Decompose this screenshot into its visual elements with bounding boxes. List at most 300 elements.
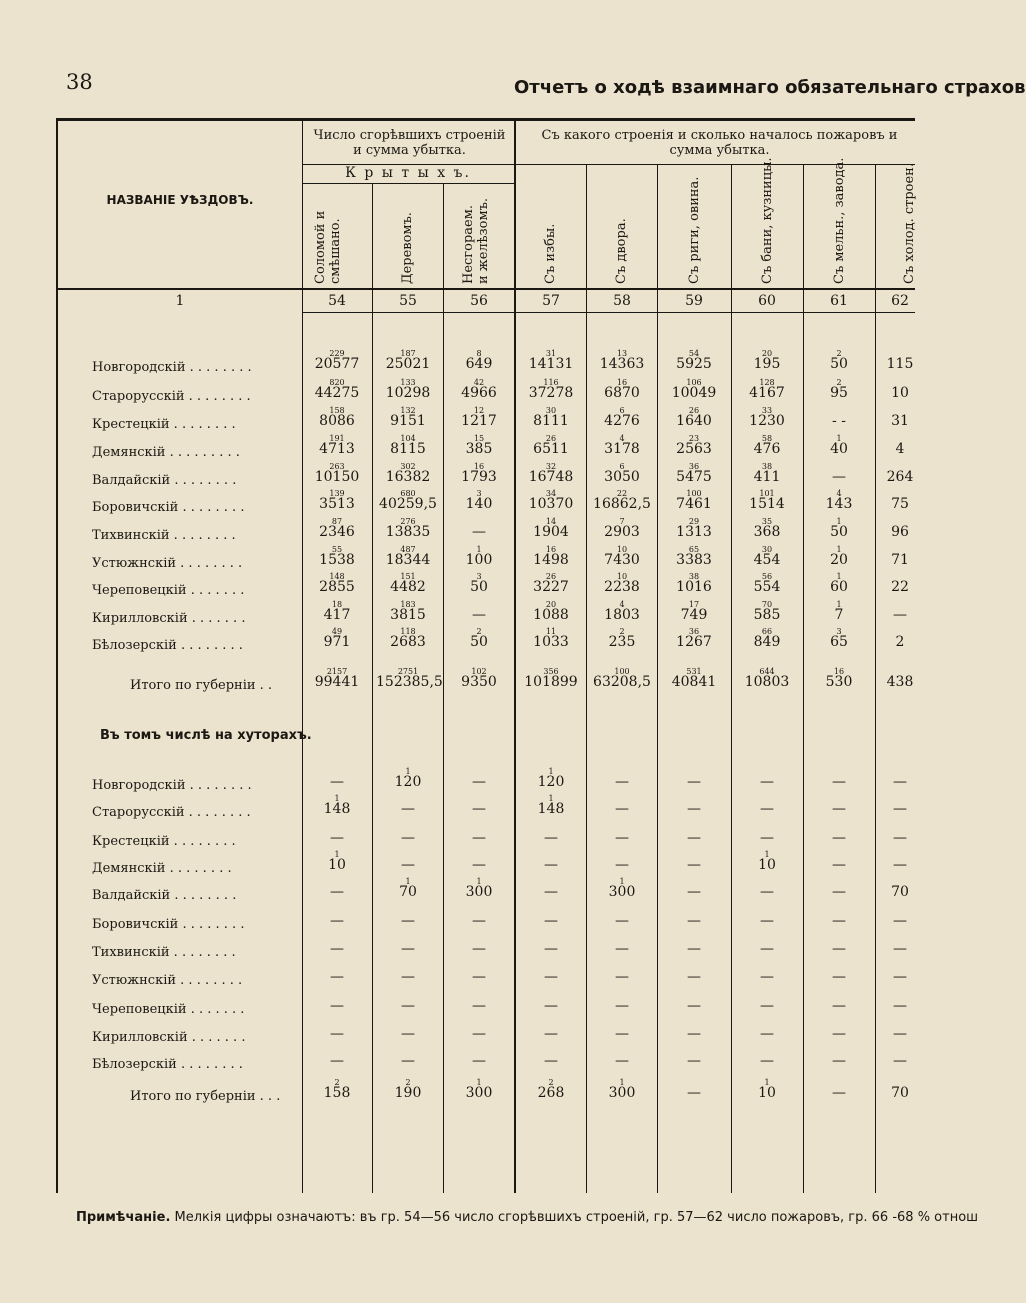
cell-value: 2563 (676, 441, 712, 457)
cell-count: 2 (619, 627, 625, 636)
cell-value: 10150 (314, 469, 360, 485)
cell-value: 75 (891, 496, 909, 512)
col-header: Деревомъ. (400, 212, 415, 284)
cell-value: — (760, 1026, 774, 1042)
table-cell (519, 348, 583, 372)
table-cell (868, 405, 932, 429)
col-divider (302, 121, 303, 1193)
table-cell (447, 377, 511, 401)
cell-value: 1904 (533, 524, 569, 540)
cell-value: 8086 (319, 413, 355, 429)
cell-count: 3 (836, 627, 842, 636)
farmstead-row-label: Валдайскій . . . . . . . . (92, 888, 237, 903)
cell-count: 36 (688, 462, 700, 471)
cell-count: 104 (400, 434, 416, 443)
table-cell (447, 876, 511, 900)
cell-value: 3815 (390, 607, 426, 623)
table-cell (447, 849, 511, 873)
cell-value: — (330, 998, 344, 1014)
subgroup-header-roofed: К р ы т ы х ъ. (345, 165, 471, 181)
cell-value: 3227 (533, 579, 569, 595)
cell-count: 820 (329, 378, 345, 387)
table-cell (807, 793, 871, 817)
cell-count: 187 (400, 349, 416, 358)
table-cell (376, 461, 440, 485)
farmstead-row-label: Устюжнскій . . . . . . . . (92, 973, 243, 988)
cell-value: — (472, 857, 486, 873)
table-cell (519, 488, 583, 512)
cell-value: — (687, 969, 701, 985)
table-cell (590, 961, 654, 985)
table-cell (376, 516, 440, 540)
cell-count: 4 (619, 434, 625, 443)
col-header: Съ двора. (614, 218, 629, 284)
table-cell (807, 766, 871, 790)
cell-count: 18 (331, 600, 343, 609)
table-cell (807, 1045, 871, 1069)
cell-value: — (615, 1053, 629, 1069)
cell-value: — (832, 857, 846, 873)
cell-value: 438 (886, 674, 914, 690)
cell-value: — (401, 1026, 415, 1042)
table-cell (735, 1018, 799, 1042)
col-header: Несгораем. и желѣзомъ. (461, 198, 491, 284)
table-cell (807, 933, 871, 957)
cell-value: — (760, 830, 774, 846)
table-cell (447, 933, 511, 957)
cell-count: 33 (761, 406, 773, 415)
table-cell (447, 961, 511, 985)
table-cell (447, 822, 511, 846)
table-cell (868, 1077, 932, 1101)
col-divider (657, 165, 658, 1193)
table-cell (807, 599, 871, 623)
col-header: Съ мельн., завода. (832, 157, 847, 284)
cell-value: 10 (758, 1085, 776, 1101)
table-cell (590, 461, 654, 485)
district-row-label: Устюжнскій . . . . . . . . (92, 556, 243, 571)
cell-value: 40841 (671, 674, 717, 690)
cell-count: 38 (688, 572, 700, 581)
footnote-text: Мелкія цифры означаютъ: въ гр. 54—56 число сгорѣвшихъ строеній, гр. 57—62 число пожаровъ, гр. 66 -68 % отнош (174, 1210, 979, 1225)
farmstead-row-label: Крестецкій . . . . . . . . (92, 834, 236, 849)
cell-value: 10049 (671, 385, 717, 401)
table-cell (447, 433, 511, 457)
cell-value: 2683 (390, 634, 426, 650)
cell-value: 554 (753, 579, 781, 595)
table-cell (590, 990, 654, 1014)
table-cell (590, 488, 654, 512)
cell-value: 100 (465, 552, 493, 568)
table-cell (807, 849, 871, 873)
cell-count: 70 (761, 600, 773, 609)
table-cell (305, 1018, 369, 1042)
cell-count: 58 (761, 434, 773, 443)
cell-value: 40259,5 (379, 496, 437, 512)
col-divider (372, 184, 373, 1193)
cell-count: 2 (836, 378, 842, 387)
cell-value: 268 (537, 1085, 565, 1101)
section-title-farmsteads: Въ томъ числѣ на хуторахъ. (100, 728, 312, 743)
cell-value: — (832, 884, 846, 900)
cell-value: 60 (830, 579, 848, 595)
cell-value: — (760, 913, 774, 929)
cell-count: 6 (619, 462, 625, 471)
footnote-label: Примѣчаніе. (76, 1210, 171, 1225)
cell-count: 100 (614, 667, 630, 676)
cell-value: — (832, 774, 846, 790)
table-cell (519, 405, 583, 429)
farmstead-total-row-label: Итого по губерніи . . . (130, 1089, 281, 1104)
table-cell (519, 516, 583, 540)
cell-count: 13 (616, 349, 628, 358)
table-cell (868, 1018, 932, 1042)
table-cell (807, 571, 871, 595)
cell-count: 302 (400, 462, 416, 471)
table-cell (662, 990, 726, 1014)
cell-value: — (330, 884, 344, 900)
cell-value: 368 (753, 524, 781, 540)
table-cell (868, 571, 932, 595)
table-cell (868, 516, 932, 540)
table-cell (662, 905, 726, 929)
cell-value: — (615, 941, 629, 957)
cell-count: 31 (545, 349, 557, 358)
cell-count: 101 (759, 489, 775, 498)
table-cell (447, 1018, 511, 1042)
cell-count: 1 (619, 1078, 625, 1087)
table-cell (662, 626, 726, 650)
cell-value: 3050 (604, 469, 640, 485)
cell-value: 585 (753, 607, 781, 623)
cell-value: 300 (465, 1085, 493, 1101)
cell-value: 10803 (744, 674, 790, 690)
table-cell (735, 905, 799, 929)
table-cell (519, 1018, 583, 1042)
table-cell (376, 933, 440, 957)
table-cell (519, 990, 583, 1014)
table-cell (519, 766, 583, 790)
cell-value: 14363 (599, 356, 645, 372)
cell-value: 148 (323, 801, 351, 817)
cell-value: 300 (465, 884, 493, 900)
district-row-label: Череповецкій . . . . . . . (92, 583, 245, 598)
cell-value: 120 (394, 774, 422, 790)
table-cell (519, 793, 583, 817)
col-header: Съ избы. (543, 223, 558, 284)
total-row-label: Итого по губерніи . . (130, 678, 273, 693)
cell-value: — (615, 857, 629, 873)
table-cell (735, 1045, 799, 1069)
cell-value: — (472, 774, 486, 790)
cell-count: 132 (400, 406, 416, 415)
cell-count: 1 (836, 545, 842, 554)
cell-count: 1 (476, 1078, 482, 1087)
col-divider (443, 184, 444, 1193)
table-cell (305, 626, 369, 650)
table-cell (735, 488, 799, 512)
cell-value: — (687, 801, 701, 817)
cell-count: 56 (761, 572, 773, 581)
cell-count: 10 (616, 545, 628, 554)
cell-value: — (615, 969, 629, 985)
table-cell (519, 905, 583, 929)
table-cell (807, 377, 871, 401)
table-cell (590, 1045, 654, 1069)
table-cell (376, 849, 440, 873)
cell-value: — (893, 1053, 907, 1069)
cell-count: 55 (331, 545, 343, 554)
header-bottom-rule (58, 288, 915, 290)
table-cell (662, 666, 726, 690)
table-left-rule (56, 118, 58, 1193)
cell-value: 10 (758, 857, 776, 873)
table-cell (807, 990, 871, 1014)
table-cell (305, 461, 369, 485)
table-cell (519, 822, 583, 846)
table-cell (519, 876, 583, 900)
col-divider (586, 165, 587, 1193)
table-cell (305, 377, 369, 401)
table-cell (305, 822, 369, 846)
table-cell (376, 405, 440, 429)
cell-value: 1033 (533, 634, 569, 650)
cell-value: 264 (886, 469, 914, 485)
cell-value: — (760, 801, 774, 817)
cell-value: 2 (895, 634, 905, 650)
table-cell (662, 544, 726, 568)
table-cell (807, 876, 871, 900)
table-cell (662, 876, 726, 900)
table-cell (447, 990, 511, 1014)
col-number: 55 (399, 293, 417, 309)
table-cell (868, 626, 932, 650)
table-cell (735, 544, 799, 568)
table-cell (807, 666, 871, 690)
table-cell (735, 571, 799, 595)
table-cell (590, 905, 654, 929)
cell-value: 300 (608, 1085, 636, 1101)
district-row-label: Старорусскій . . . . . . . . (92, 389, 251, 404)
cell-value: — (832, 1085, 846, 1101)
cell-value: 8115 (390, 441, 426, 457)
cell-value: — (401, 969, 415, 985)
table-cell (735, 1077, 799, 1101)
group-header-origin: Съ какого строенія и сколько началось пожаровъ и сумма убытка. (541, 128, 898, 158)
cell-count: 42 (473, 378, 485, 387)
table-cell (662, 571, 726, 595)
cell-count: 487 (400, 545, 416, 554)
cell-count: 2 (548, 1078, 554, 1087)
cell-value: — (760, 774, 774, 790)
cell-value: 385 (465, 441, 493, 457)
table-cell (662, 405, 726, 429)
cell-count: 191 (329, 434, 345, 443)
farmstead-row-label: Череповецкій . . . . . . . (92, 1002, 245, 1017)
cell-count: 531 (686, 667, 702, 676)
cell-value: — (472, 801, 486, 817)
cell-count: 20 (761, 349, 773, 358)
table-cell (305, 933, 369, 957)
cell-value: 749 (680, 607, 708, 623)
cell-count: 151 (400, 572, 416, 581)
cell-value: 7461 (676, 496, 712, 512)
table-cell (376, 599, 440, 623)
table-cell (807, 405, 871, 429)
table-cell (305, 666, 369, 690)
cell-count: 12 (473, 406, 485, 415)
table-cell (447, 571, 511, 595)
cell-count: 7 (619, 517, 625, 526)
table-cell (868, 488, 932, 512)
cell-value: 99441 (314, 674, 360, 690)
cell-count: 10 (616, 572, 628, 581)
table-cell (590, 933, 654, 957)
table-cell (519, 599, 583, 623)
cell-value: — (544, 857, 558, 873)
table-cell (807, 516, 871, 540)
table-cell (662, 822, 726, 846)
table-cell (662, 961, 726, 985)
cell-value: — (893, 969, 907, 985)
cell-count: 26 (545, 434, 557, 443)
table-cell (376, 571, 440, 595)
table-cell (735, 990, 799, 1014)
cell-count: 133 (400, 378, 416, 387)
footnote (76, 1210, 978, 1225)
col-number: 54 (328, 293, 346, 309)
cell-value: 50 (830, 524, 848, 540)
farmstead-row-label: Демянскій . . . . . . . . (92, 861, 232, 876)
table-cell (590, 1018, 654, 1042)
table-cell (868, 599, 932, 623)
cell-value: — (893, 941, 907, 957)
cell-value: 10 (328, 857, 346, 873)
col-number: 1 (175, 293, 185, 309)
col-number: 56 (470, 293, 488, 309)
cell-count: 118 (400, 627, 416, 636)
cell-value: 4713 (319, 441, 355, 457)
district-row-label: Бѣлозерскій . . . . . . . . (92, 638, 243, 653)
table-cell (868, 849, 932, 873)
cell-value: — (472, 1053, 486, 1069)
cell-value: 4167 (749, 385, 785, 401)
cell-value: 16382 (385, 469, 431, 485)
cell-value: 20 (830, 552, 848, 568)
table-cell (305, 1077, 369, 1101)
table-cell (305, 766, 369, 790)
table-cell (590, 666, 654, 690)
cell-value: — (330, 913, 344, 929)
cell-count: 38 (761, 462, 773, 471)
cell-value: 1498 (533, 552, 569, 568)
cell-count: 1 (476, 545, 482, 554)
cell-count: 2751 (397, 667, 419, 676)
cell-value: 31 (891, 413, 909, 429)
cell-value: — (893, 774, 907, 790)
cell-count: 3 (476, 489, 482, 498)
cell-count: 16 (833, 667, 845, 676)
table-cell (519, 377, 583, 401)
table-cell (590, 849, 654, 873)
cell-value: 70 (891, 1085, 909, 1101)
cell-value: — (472, 998, 486, 1014)
col-divider (731, 165, 732, 1193)
cell-value: — (472, 830, 486, 846)
cell-count: 106 (686, 378, 702, 387)
table-cell (735, 876, 799, 900)
cell-count: 16 (616, 378, 628, 387)
table-cell (519, 433, 583, 457)
cell-value: — (472, 941, 486, 957)
cell-value: 476 (753, 441, 781, 457)
cell-value: 4966 (461, 385, 497, 401)
table-cell (519, 961, 583, 985)
cell-value: 1267 (676, 634, 712, 650)
cell-count: 2 (405, 1078, 411, 1087)
cell-count: 1 (334, 794, 340, 803)
district-row-label: Тихвинскій . . . . . . . . (92, 528, 236, 543)
cell-value: 50 (470, 634, 488, 650)
table-cell (735, 666, 799, 690)
cell-value: 5475 (676, 469, 712, 485)
cell-count: 1 (405, 767, 411, 776)
table-cell (868, 544, 932, 568)
cell-value: 5925 (676, 356, 712, 372)
table-cell (662, 793, 726, 817)
table-cell (735, 822, 799, 846)
cell-value: 2346 (319, 524, 355, 540)
cell-value: — (687, 913, 701, 929)
cell-value: 96 (891, 524, 909, 540)
cell-count: 4 (836, 489, 842, 498)
cell-value: — (832, 1026, 846, 1042)
cell-value: — (687, 774, 701, 790)
table-cell (590, 626, 654, 650)
cell-value: 65 (830, 634, 848, 650)
cell-count: 6 (619, 406, 625, 415)
cell-value: — (615, 774, 629, 790)
table-cell (447, 766, 511, 790)
table-cell (519, 571, 583, 595)
table-cell (376, 822, 440, 846)
cell-value: 417 (323, 607, 351, 623)
cell-value: 10370 (528, 496, 574, 512)
table-cell (376, 793, 440, 817)
farmstead-row-label: Боровичскій . . . . . . . . (92, 917, 245, 932)
cell-count: 128 (759, 378, 775, 387)
cell-value: 16748 (528, 469, 574, 485)
table-cell (590, 822, 654, 846)
cell-count: 29 (688, 517, 700, 526)
cell-count: 276 (400, 517, 416, 526)
cell-value: 971 (323, 634, 351, 650)
cell-count: 1 (836, 600, 842, 609)
cell-value: 454 (753, 552, 781, 568)
table-cell (590, 377, 654, 401)
cell-value: 190 (394, 1085, 422, 1101)
cell-value: 2903 (604, 524, 640, 540)
table-cell (868, 1045, 932, 1069)
cell-count: 1 (836, 572, 842, 581)
table-cell (662, 348, 726, 372)
cell-count: 23 (688, 434, 700, 443)
table-top-rule (58, 118, 915, 121)
table-cell (735, 599, 799, 623)
colnum-bottom-rule (302, 312, 915, 313)
table-cell (376, 766, 440, 790)
cell-value: — (687, 830, 701, 846)
